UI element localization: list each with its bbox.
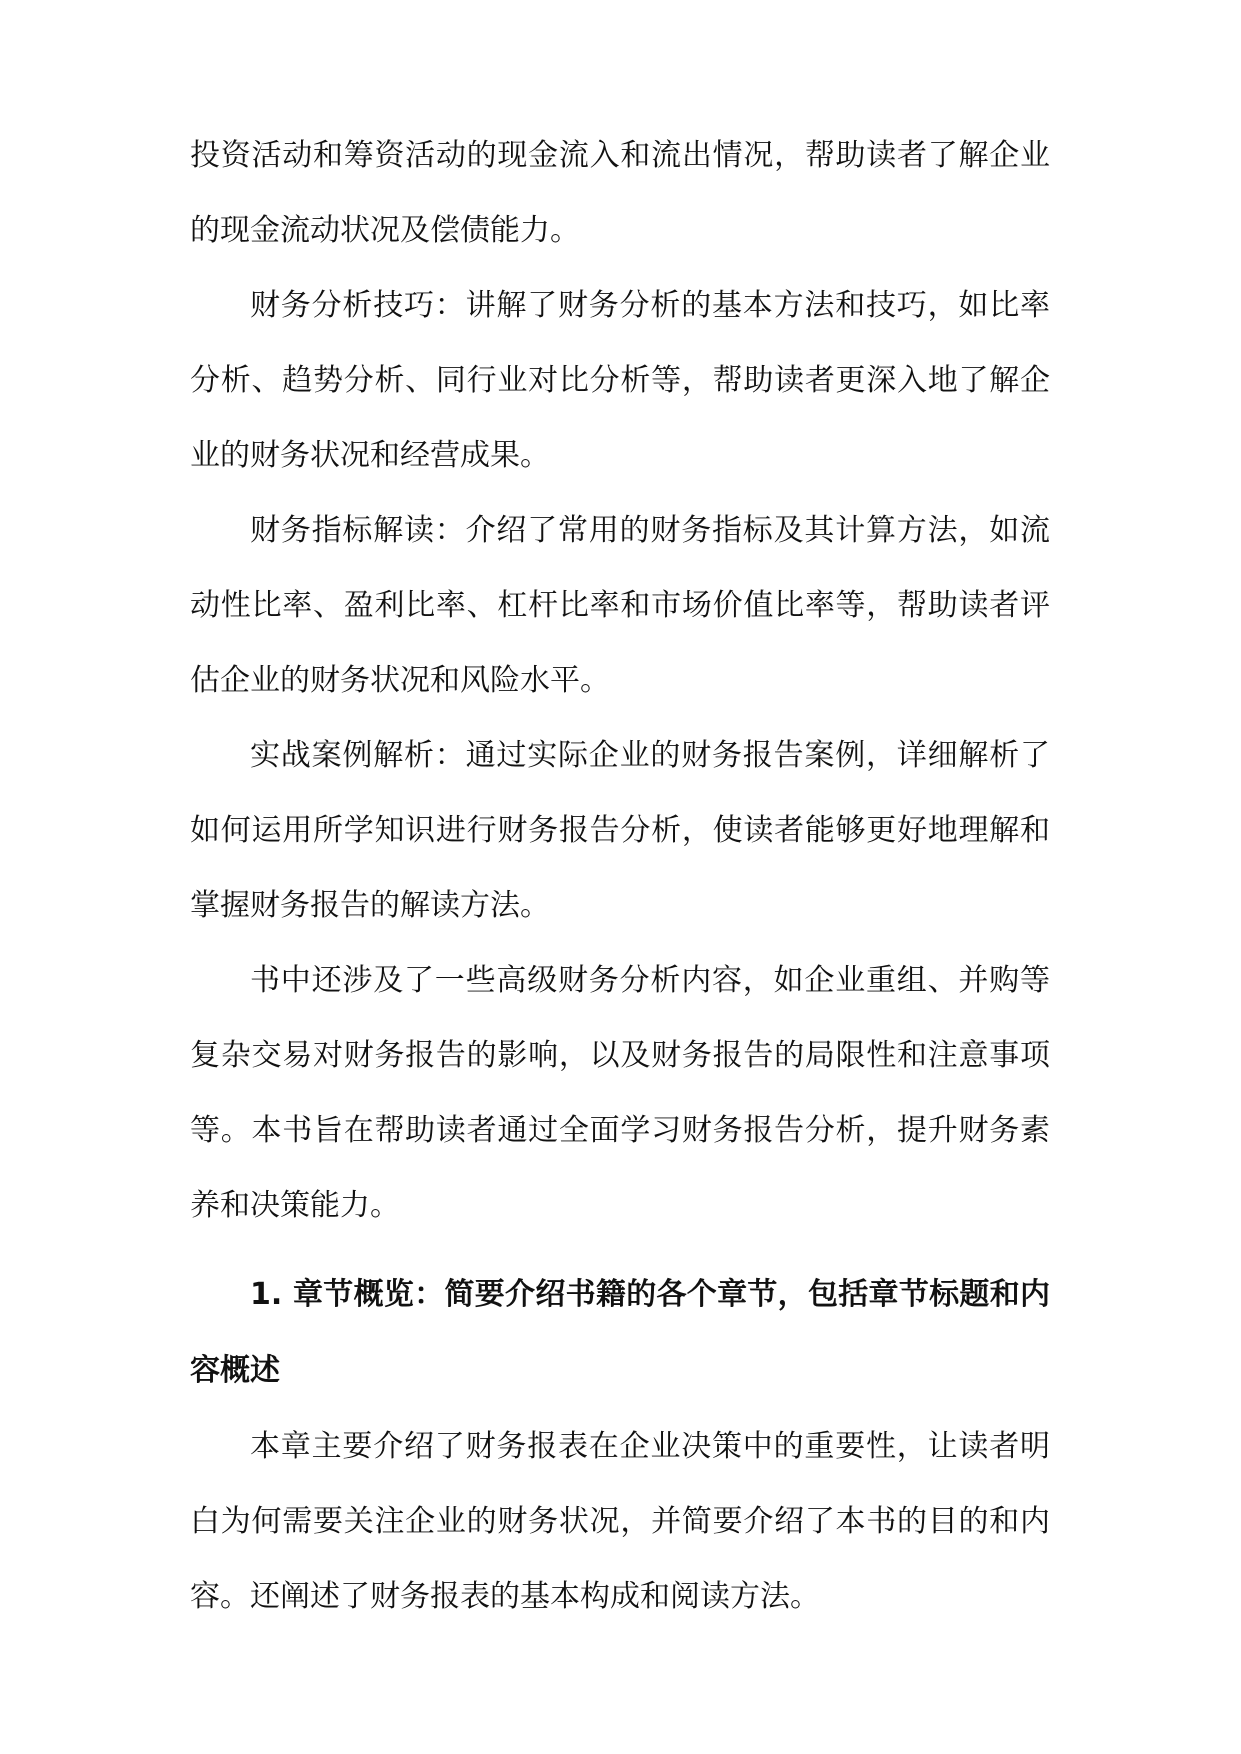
paragraph-financial-indicators: 财务指标解读：介绍了常用的财务指标及其计算方法，如流动性比率、盈利比率、杠杆比率和市场价值比率等，帮助读者评估企业的财务状况和风险水平。 (190, 513, 1050, 698)
paragraph-case-studies: 实战案例解析：通过实际企业的财务报告案例，详细解析了如何运用所学知识进行财务报告分析，使读者能够更好地理解和掌握财务报告的解读方法。 (190, 738, 1050, 923)
paragraph-chapter-intro: 本章主要介绍了财务报表在企业决策中的重要性，让读者明白为何需要关注企业的财务状况，并简要介绍了本书的目的和内容。还阐述了财务报表的基本构成和阅读方法。 (190, 1429, 1050, 1614)
spacer (190, 1243, 1050, 1257)
body-text (190, 118, 1050, 1634)
section-heading-chapter-overview: 1. 章节概览：简要介绍书籍的各个章节，包括章节标题和内容概述 (190, 1277, 1050, 1388)
paragraph-financial-analysis-skills: 财务分析技巧：讲解了财务分析的基本方法和技巧，如比率分析、趋势分析、同行业对比分析等，帮助读者更深入地了解企业的财务状况和经营成果。 (190, 288, 1050, 473)
paragraph-cash-flow-continued: 投资活动和筹资活动的现金流入和流出情况，帮助读者了解企业的现金流动状况及偿债能力。 (190, 138, 1050, 248)
paragraph-advanced-analysis: 书中还涉及了一些高级财务分析内容，如企业重组、并购等复杂交易对财务报告的影响，以及财务报告的局限性和注意事项等。本书旨在帮助读者通过全面学习财务报告分析，提升财务素养和决策能力。 (190, 963, 1050, 1223)
